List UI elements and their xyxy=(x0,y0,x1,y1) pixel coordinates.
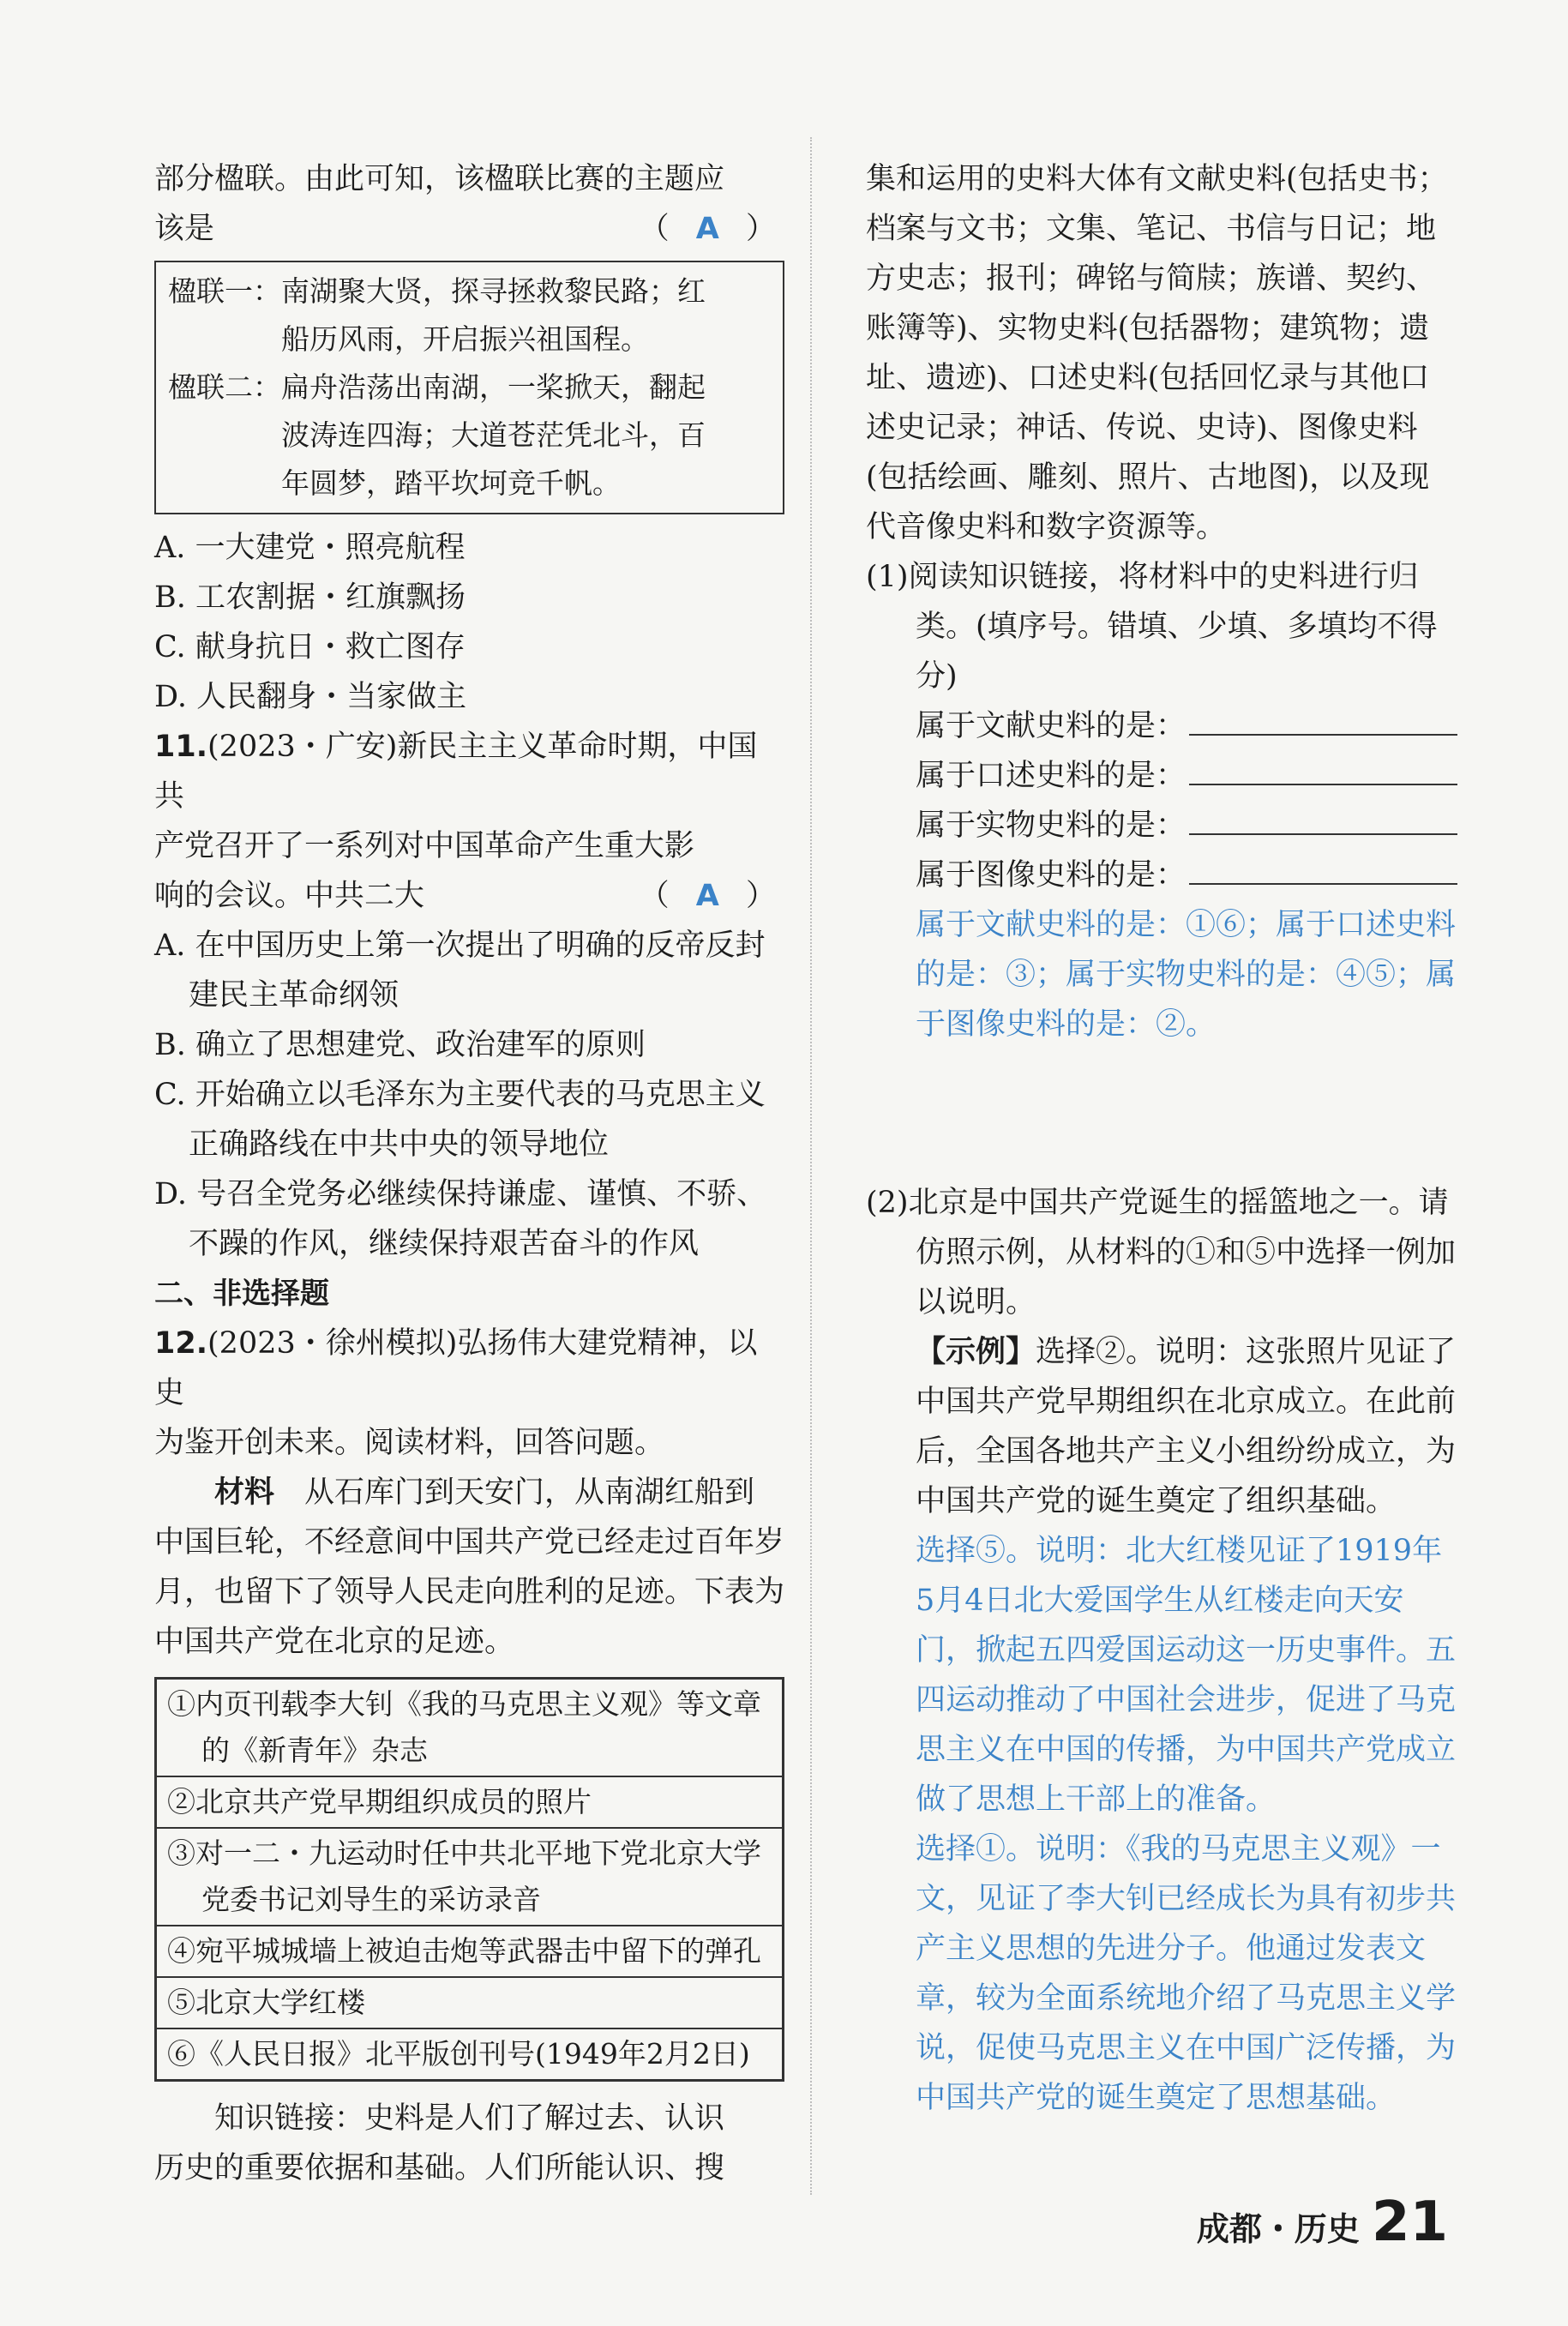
right-column xyxy=(866,154,1457,2123)
fill-label: 属于实物史料的是： xyxy=(916,808,1187,843)
q10-option-d: D. 人民翻身・当家做主 xyxy=(154,680,467,714)
knowledge-link-line-1: 知识链接：史料是人们了解过去、认识 xyxy=(214,2101,725,2136)
q11-text-1: (2023・广安)新民主主义革命时期，中国共 xyxy=(154,730,758,814)
fill-label: 属于图像史料的是： xyxy=(916,858,1187,893)
q11-option-a: A. 在中国历史上第一次提出了明确的反帝反封建民主革命纲领 xyxy=(154,929,766,1013)
q11-line-1 xyxy=(154,722,784,821)
q11-line-3: 响的会议。中共二大 xyxy=(154,879,425,913)
table-cell: ⑤北京大学红楼 xyxy=(156,1977,784,2028)
q10-option-c: C. 献身抗日・救亡图存 xyxy=(154,630,466,664)
column-divider xyxy=(810,137,812,2195)
q10-answer-bracket: （ A ） xyxy=(639,212,784,246)
couplet-1 xyxy=(168,267,771,364)
example-tag: 【示例】 xyxy=(916,1334,1036,1369)
sub-question-1-answer: 属于文献史料的是：①⑥；属于口述史料的是：③；属于实物史料的是：④⑤；属于图像史料的是：②。 xyxy=(916,908,1457,1042)
table-cell: ④宛平城城墙上被迫击炮等武器击中留下的弹孔 xyxy=(156,1926,784,1977)
q12-text-1: (2023・徐州模拟)弘扬伟大建党精神，以史 xyxy=(154,1326,758,1410)
fill-blank[interactable] xyxy=(1189,753,1457,785)
material-text: 从石库门到天安门，从南湖红船到中国巨轮，不经意间中国共产党已经走过百年岁月，也留下了领导人民走向胜利的足迹。下表为中国共产党在北京的足迹。 xyxy=(154,1476,785,1659)
couplet-2-line-1: 扁舟浩荡出南湖，一桨掀天，翻起 xyxy=(281,370,706,404)
fill-row-image xyxy=(866,850,1457,900)
sub-question-1: (1)阅读知识链接，将材料中的史料进行归类。(填序号。错填、少填、多填均不得分) xyxy=(866,560,1438,694)
q11-option-b: B. 确立了思想建党、政治建军的原则 xyxy=(154,1028,646,1062)
couplet-1-line-1: 南湖聚大贤，探寻拯救黎民路；红 xyxy=(281,274,706,308)
table-row xyxy=(156,1926,784,1977)
section-title: 二、非选择题 xyxy=(154,1277,329,1311)
example-text: 选择②。说明：这张照片见证了中国共产党早期组织在北京成立。在此前后，全国各地共产主义小组纷纷成立，为中国共产党的诞生奠定了组织基础。 xyxy=(916,1335,1457,1518)
example-paragraph xyxy=(866,1327,1457,1526)
table-row xyxy=(156,2028,784,2081)
table-cell: ⑥《人民日报》北平版创刊号(1949年2月2日) xyxy=(156,2028,784,2081)
q12-number: 12. xyxy=(154,1326,208,1361)
q11-option-d: D. 号召全党务必继续保持谦虚、谨慎、不骄、不躁的作风，继续保持艰苦奋斗的作风 xyxy=(154,1177,767,1261)
q11-answer: A xyxy=(695,879,728,913)
fill-blank[interactable] xyxy=(1189,703,1457,736)
couplet-2-line-2: 波涛连四海；大道苍茫凭北斗，百 xyxy=(281,418,706,452)
footprint-table xyxy=(154,1677,784,2082)
table-row xyxy=(156,1776,784,1828)
q11-option-c: C. 开始确立以毛泽东为主要代表的马克思主义正确路线在中共中央的领导地位 xyxy=(154,1078,766,1162)
fill-row-oral xyxy=(866,751,1457,801)
table-cell: ①内页刊载李大钊《我的马克思主义观》等文章的《新青年》杂志 xyxy=(156,1679,784,1777)
left-column xyxy=(154,154,784,2193)
material-label: 材料 xyxy=(214,1475,275,1510)
fill-blank[interactable] xyxy=(1189,852,1457,885)
fill-blank[interactable] xyxy=(1189,802,1457,835)
couplet-1-line-2: 船历风雨，开启振兴祖国程。 xyxy=(281,322,649,356)
couplet-1-label: 楹联一： xyxy=(168,274,281,308)
answer-spacer xyxy=(866,1049,1457,1178)
q12-line-2: 为鉴开创未来。阅读材料，回答问题。 xyxy=(154,1426,665,1460)
fill-label: 属于文献史料的是： xyxy=(916,709,1187,743)
fill-label: 属于口述史料的是： xyxy=(916,759,1187,793)
material-paragraph xyxy=(154,1468,784,1667)
page-number: 21 xyxy=(1371,2191,1448,2254)
table-cell: ③对一二・九运动时任中共北平地下党北京大学党委书记刘导生的采访录音 xyxy=(156,1828,784,1926)
sub-question-2-answer-b: 选择①。说明：《我的马克思主义观》一文，见证了李大钊已经成长为具有初步共产主义思想的先进分子。他通过发表文章，较为全面系统地介绍了马克思主义学说，促使马克思主义在中国广泛传播，为中国共产党的诞生奠定了思想基础。 xyxy=(916,1832,1457,2115)
fill-row-physical xyxy=(866,801,1457,850)
q10-answer: A xyxy=(695,212,728,246)
q11-line-2: 产党召开了一系列对中国革命产生重大影 xyxy=(154,829,695,863)
knowledge-link-line-2: 历史的重要依据和基础。人们所能认识、搜 xyxy=(154,2151,725,2185)
q12-line-1 xyxy=(154,1319,784,1418)
couplet-box xyxy=(154,261,784,514)
q11-number: 11. xyxy=(154,730,208,764)
footer-city-subject: 成都・历史 xyxy=(1196,2210,1360,2248)
q11-answer-bracket: （ A ） xyxy=(639,879,784,913)
q10-continuation-line-2: 该是 xyxy=(154,212,215,246)
sub-question-2: (2)北京是中国共产党诞生的摇篮地之一。请仿照示例，从材料的①和⑤中选择一例加以说明。 xyxy=(866,1186,1457,1319)
q10-stem-end xyxy=(154,204,784,254)
table-row xyxy=(156,1828,784,1926)
table-row xyxy=(156,1977,784,2028)
knowledge-link-continued: 集和运用的史料大体有文献史料(包括史书；档案与文书；文集、笔记、书信与日记；地方史志；报刊；碑铭与简牍；族谱、契约、账簿等)、实物史料(包括器物；建筑物；遗址、遗迹)、口述史料(包括回忆录与其他口述史记录；神话、传说、史诗)、图像史料(包括绘画、雕刻、照片、古地图)，以及现代音像史料和数字资源等。 xyxy=(866,162,1448,544)
q10-option-a: A. 一大建党・照亮航程 xyxy=(154,531,466,565)
fill-row-documentary xyxy=(866,701,1457,751)
table-row xyxy=(156,1679,784,1777)
couplet-2 xyxy=(168,364,771,508)
q11-stem-end xyxy=(154,871,784,921)
q10-option-b: B. 工农割据・红旗飘扬 xyxy=(154,580,466,615)
table-cell: ②北京共产党早期组织成员的照片 xyxy=(156,1776,784,1828)
couplet-2-line-3: 年圆梦，踏平坎坷竞千帆。 xyxy=(281,466,621,500)
page-footer xyxy=(1197,2191,1448,2254)
q10-continuation-line-1: 部分楹联。由此可知，该楹联比赛的主题应 xyxy=(154,162,725,196)
couplet-2-label: 楹联二： xyxy=(168,370,281,404)
sub-question-2-answer-a: 选择⑤。说明：北大红楼见证了1919年5月4日北大爱国学生从红楼走向天安门，掀起五四爱国运动这一历史事件。五四运动推动了中国社会进步，促进了马克思主义在中国的传播，为中国共产党成立做了思想上干部上的准备。 xyxy=(916,1534,1457,1817)
